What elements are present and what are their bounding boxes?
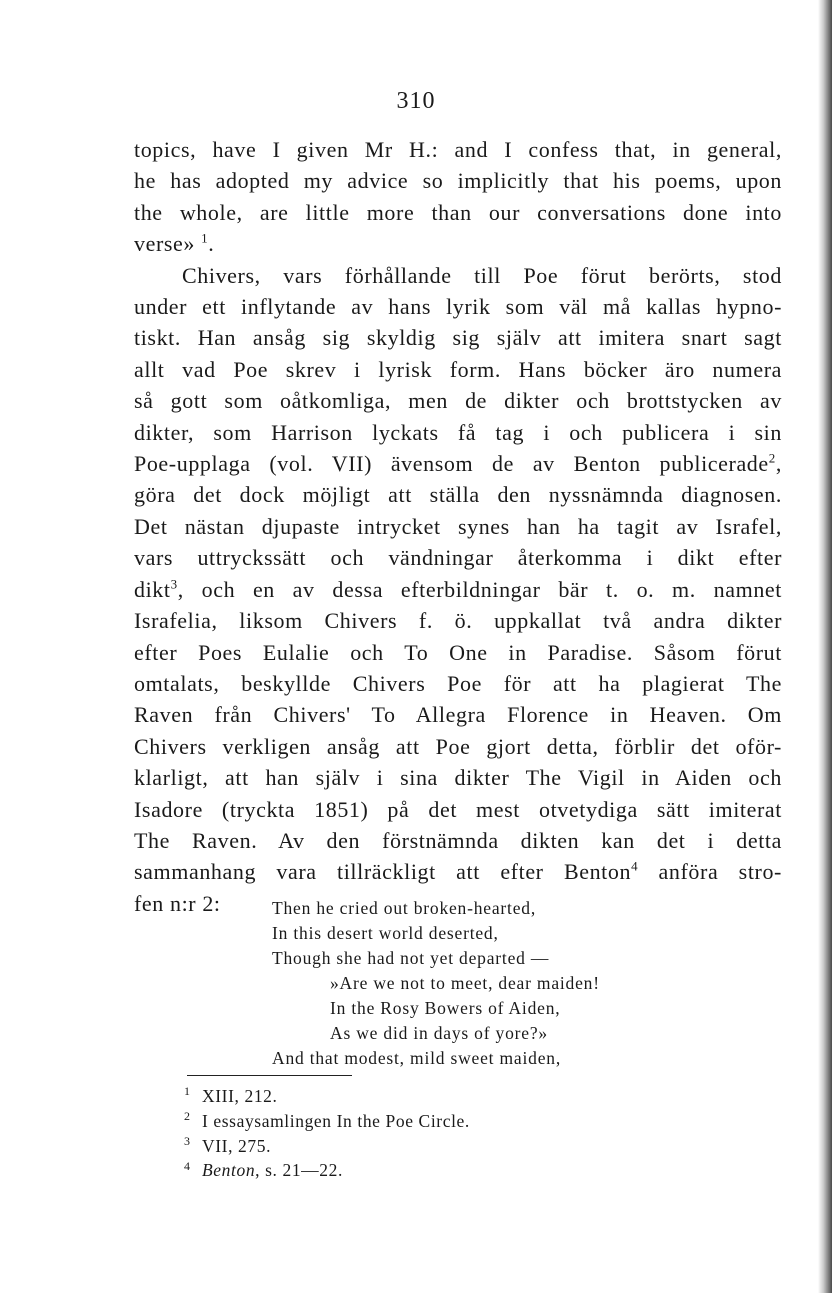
- footnote: 1 XIII, 212.: [184, 1084, 278, 1106]
- body-paragraphs: [134, 134, 782, 919]
- text-line: Chivers verkligen ansåg att Poe gjort detta, förblir det oför-: [134, 733, 782, 759]
- page-number: 310: [396, 88, 436, 114]
- text-line: dikter, som Harrison lyckats få tag i och publicera i sin: [134, 419, 782, 445]
- footnote: 2 I essaysamlingen In the Poe Circle.: [184, 1108, 470, 1131]
- text-line: sammanhang vara tillräckligt att efter Benton$^4$ anföra stro-: [134, 859, 782, 885]
- text-line: Israfelia, liksom Chivers f. ö. uppkallat två andra dikter: [134, 608, 782, 634]
- poem-line: And that modest, mild sweet maiden,: [272, 1048, 561, 1068]
- poem-line: Then he cried out broken-hearted,: [272, 898, 536, 918]
- poem-line: In the Rosy Bowers of Aiden,: [330, 998, 561, 1018]
- footnote-rule: [187, 1075, 352, 1076]
- text-line: göra det dock möjligt att ställa den nyssnämnda diagnosen.: [134, 482, 782, 508]
- text-line: verse» $^1$.: [134, 230, 215, 257]
- text-line: he has adopted my advice so implicitly that his poems, upon: [134, 168, 782, 194]
- footnote-ref: 2: [768, 450, 776, 466]
- poem-line: As we did in days of yore?»: [330, 1023, 548, 1043]
- page-edge-shadow: [818, 0, 832, 1293]
- poem-line: »Are we not to meet, dear maiden!: [330, 973, 600, 993]
- text-line: omtalats, beskyllde Chivers Poe för att ha plagierat The: [134, 670, 782, 696]
- footnote-ref: 1: [201, 230, 209, 246]
- text-line: Isadore (tryckta 1851) på det mest otvetydiga sätt imiterat: [134, 796, 782, 822]
- text-line: topics, have I given Mr H.: and I confess that, in general,: [134, 137, 782, 162]
- text-line: klarligt, att han själv i sina dikter The Vigil in Aiden och: [134, 765, 782, 791]
- footnote: 4 Benton, s. 21—22.: [184, 1158, 343, 1181]
- footnotes: [184, 1084, 604, 1183]
- footnote: 3 VII, 275.: [184, 1133, 272, 1156]
- text-line: Raven från Chivers' To Allegra Florence in Heaven. Om: [134, 702, 782, 728]
- text-line: tiskt. Han ansåg sig skyldig sig själv att imitera snart sagt: [134, 325, 782, 351]
- text-line: så gott som oåtkomliga, men de dikter och brottstycken av: [134, 388, 782, 414]
- text-line: efter Poes Eulalie och To One in Paradise. Såsom förut: [134, 639, 782, 665]
- text-line: The Raven. Av den förstnämnda dikten kan det i detta: [134, 827, 782, 853]
- text-line: the whole, are little more than our conversations done into: [134, 199, 782, 225]
- text-line: under ett inflytande av hans lyrik som väl må kallas hypno-: [134, 294, 782, 320]
- text-line: allt vad Poe skrev i lyrisk form. Hans böcker äro numera: [134, 356, 782, 382]
- text-line: Det nästan djupaste intrycket synes han ha tagit av Israfel,: [134, 513, 782, 539]
- text-line: Poe-upplaga (vol. VII) ävensom de av Benton publicerade$^2$,: [134, 450, 782, 477]
- footnote-ref: 4: [631, 859, 639, 875]
- poem-line: Though she had not yet departed —: [272, 948, 550, 968]
- text-line: fen n:r 2:: [134, 890, 221, 916]
- footnote-ref: 3: [170, 576, 178, 592]
- poem-stanza: [272, 896, 692, 1071]
- text-line: Chivers, vars förhållande till Poe förut berörts, stod: [182, 262, 782, 288]
- text-line: vars uttryckssätt och vändningar återkomma i dikt efter: [134, 545, 782, 571]
- text-line: dikt$^3$, och en av dessa efterbildningar bär t. o. m. namnet: [134, 576, 782, 602]
- poem-line: In this desert world deserted,: [272, 923, 499, 943]
